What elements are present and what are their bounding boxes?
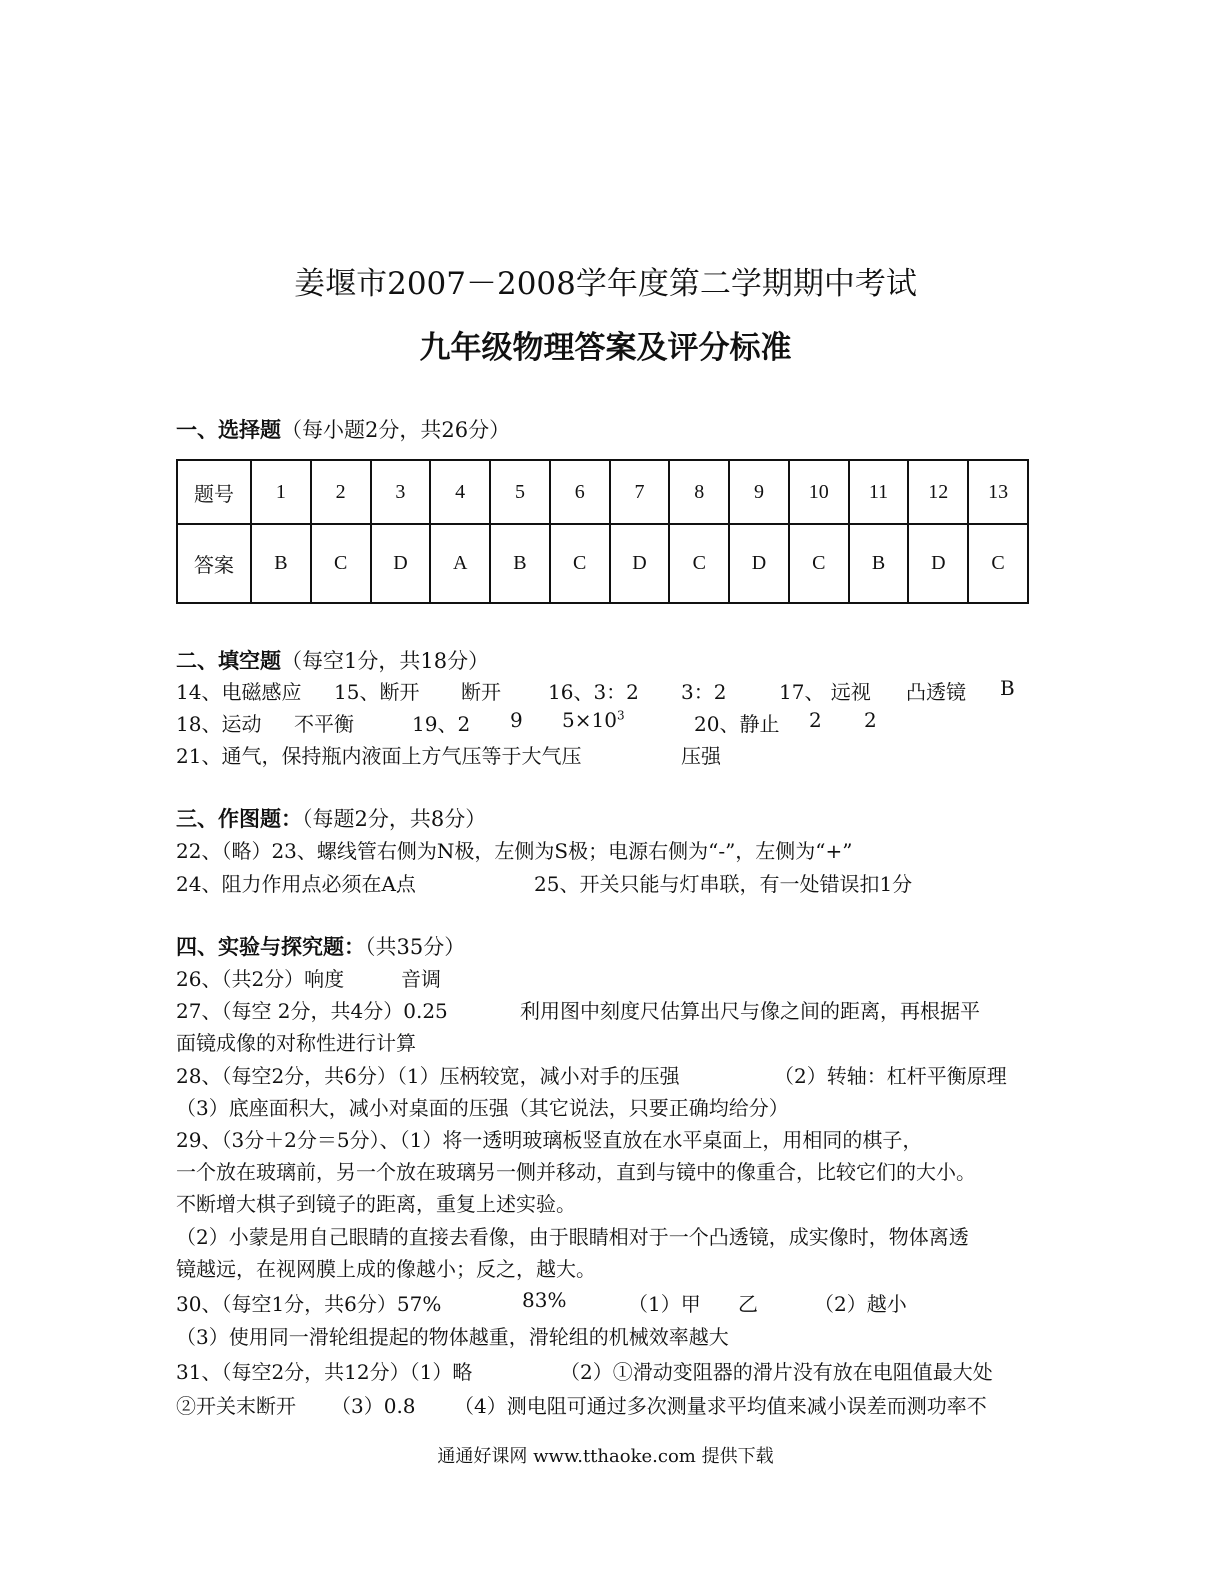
table-row-questions [177, 460, 1028, 524]
answer-29-line3: 不断增大棋子到镜子的距离，重复上述实验。 [176, 1192, 576, 1216]
answer-text: 不平衡 [294, 712, 354, 736]
answer-text: 20、静止 [694, 712, 780, 736]
section2-heading: 二、填空题 [176, 648, 281, 673]
answer-text: ②开关末断开 [176, 1394, 296, 1418]
section1-header [176, 414, 510, 444]
exponent: 3 [616, 708, 625, 723]
answer-cell: C [789, 524, 849, 603]
answer-cell: B [849, 524, 909, 603]
answer-30-line1 [176, 1288, 1026, 1316]
answer-28-line1 [176, 1060, 1026, 1088]
answer-text: 音调 [401, 967, 441, 991]
answer-text: B [1000, 676, 1015, 700]
answer-text: 15、断开 [334, 680, 420, 704]
answer-cell: C [550, 524, 610, 603]
section4-header [176, 931, 465, 961]
row-label-answers: 答案 [177, 524, 251, 603]
answer-cell: B [490, 524, 550, 603]
section3-header [176, 803, 486, 833]
answer-text: （1）甲 [628, 1292, 701, 1316]
answer-31-line1 [176, 1356, 1026, 1384]
question-number: 8 [669, 460, 729, 524]
answer-text: 乙 [738, 1292, 758, 1316]
answer-29-line5: 镜越远，在视网膜上成的像越小；反之，越大。 [176, 1257, 596, 1281]
question-number: 12 [908, 460, 968, 524]
answer-cell: C [968, 524, 1028, 603]
answer-text: 21、通气，保持瓶内液面上方气压等于大气压 [176, 744, 582, 768]
answer-text: 9 [510, 708, 523, 732]
answer-text: 14、电磁感应 [176, 680, 302, 704]
answer-text: 24、阻力作用点必须在A点 [176, 872, 416, 896]
question-number: 13 [968, 460, 1028, 524]
answer-27-line2: 面镜成像的对称性进行计算 [176, 1031, 416, 1055]
answer-base: 5×10 [562, 708, 617, 732]
answers-14-17 [176, 676, 1026, 704]
answer-text: 30、（每空1分，共6分）57% [176, 1292, 442, 1316]
answer-text: 83% [522, 1288, 567, 1312]
answer-31-line2 [176, 1390, 1026, 1418]
footer-credit: 通通好课网 www.tthaoke.com 提供下载 [437, 1446, 774, 1467]
question-number: 2 [311, 460, 371, 524]
table-row-answers [177, 524, 1028, 603]
answer-text: 27、（每空 2分，共4分）0.25 [176, 999, 448, 1023]
section3-note: （每题2分，共8分） [302, 807, 487, 831]
answer-text: 19、2 [412, 712, 471, 736]
answer-text: 凸透镜 [906, 680, 966, 704]
section2-note: （每空1分，共18分） [281, 649, 490, 673]
answer-text: 利用图中刻度尺估算出尺与像之间的距离，再根据平 [520, 999, 980, 1023]
answer-28-line2: （3）底座面积大，减小对桌面的压强（其它说法，只要正确均给分） [176, 1096, 789, 1120]
answer-22-23: 22、（略）23、螺线管右侧为N极，左侧为S极；电源右侧为“-”，左侧为“+” [176, 839, 853, 863]
answer-cell: D [908, 524, 968, 603]
question-number: 4 [430, 460, 490, 524]
answer-29-line2: 一个放在玻璃前，另一个放在玻璃另一侧并移动，直到与镜中的像重合，比较它们的大小。 [176, 1160, 976, 1184]
answer-text: 17、 远视 [779, 680, 871, 704]
section4-note: （共35分） [365, 935, 466, 959]
page-subtitle: 九年级物理答案及评分标准 [419, 330, 792, 366]
answer-table [176, 459, 1029, 604]
answer-30-line2: （3）使用同一滑轮组提起的物体越重，滑轮组的机械效率越大 [176, 1325, 729, 1349]
question-number: 5 [490, 460, 550, 524]
question-number: 11 [849, 460, 909, 524]
answer-text: 18、运动 [176, 712, 262, 736]
answer-text: 2 [809, 708, 822, 732]
answer-text: 31、（每空2分，共12分）（1）略 [176, 1360, 473, 1384]
answer-text: 压强 [681, 744, 721, 768]
answer-text: （3）0.8 [331, 1394, 416, 1418]
answer-29-line4: （2）小蒙是用自己眼睛的直接去看像，由于眼睛相对于一个凸透镜，成实像时，物体离透 [176, 1225, 969, 1249]
answer-21 [176, 740, 1026, 768]
answer-text: 25、开关只能与灯串联，有一处错误扣1分 [534, 872, 913, 896]
answer-27-line1 [176, 995, 1026, 1023]
answer-value-power [562, 708, 625, 732]
question-number: 10 [789, 460, 849, 524]
section2-header [176, 645, 489, 675]
answer-cell: D [610, 524, 670, 603]
answers-18-20 [176, 708, 1026, 736]
question-number: 1 [251, 460, 311, 524]
question-number: 3 [371, 460, 431, 524]
answer-cell: C [311, 524, 371, 603]
answer-text: （4）测电阻可通过多次测量求平均值来减小误差而测功率不 [454, 1394, 987, 1418]
answer-cell: C [669, 524, 729, 603]
answer-26 [176, 963, 1026, 991]
question-number: 7 [610, 460, 670, 524]
answer-text: 3：2 [681, 680, 727, 704]
section1-note: （每小题2分，共26分） [281, 418, 511, 442]
answer-24-25 [176, 868, 1026, 896]
row-label-questions: 题号 [177, 460, 251, 524]
section3-heading: 三、作图题： [176, 806, 302, 831]
question-number: 6 [550, 460, 610, 524]
answer-text: （2）①滑动变阻器的滑片没有放在电阻值最大处 [560, 1360, 993, 1384]
answer-cell: B [251, 524, 311, 603]
answer-text: （2）转轴：杠杆平衡原理 [774, 1064, 1007, 1088]
question-number: 9 [729, 460, 789, 524]
answer-text: （2）越小 [814, 1292, 907, 1316]
page-title: 姜堰市2007－2008学年度第二学期期中考试 [294, 266, 917, 302]
answer-text: 16、3：2 [548, 680, 639, 704]
section1-heading: 一、选择题 [176, 417, 281, 442]
section4-heading: 四、实验与探究题： [176, 934, 365, 959]
answer-cell: D [371, 524, 431, 603]
answer-29-line1: 29、（3分＋2分＝5分）、（1）将一透明玻璃板竖直放在水平桌面上，用相同的棋子， [176, 1128, 923, 1152]
answer-cell: A [430, 524, 490, 603]
answer-text: 28、（每空2分，共6分）（1）压柄较宽，减小对手的压强 [176, 1064, 680, 1088]
answer-text: 26、（共2分）响度 [176, 967, 345, 991]
answer-cell: D [729, 524, 789, 603]
answer-text: 断开 [461, 680, 501, 704]
answer-text: 2 [864, 708, 877, 732]
